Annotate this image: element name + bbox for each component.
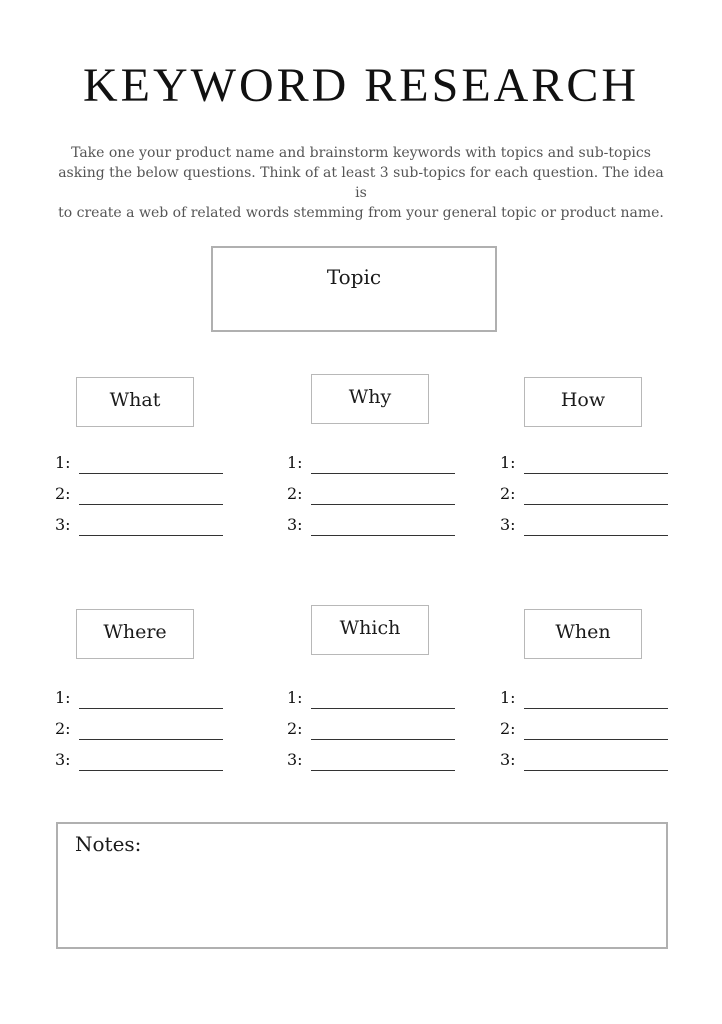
line-number: 3: bbox=[500, 750, 516, 769]
line-number: 1: bbox=[55, 688, 71, 707]
answer-row[interactable] bbox=[55, 718, 225, 740]
topic-label: Topic bbox=[326, 265, 382, 289]
line-number: 1: bbox=[55, 453, 71, 472]
answer-line[interactable] bbox=[79, 503, 223, 505]
line-number: 1: bbox=[500, 453, 516, 472]
answer-line[interactable] bbox=[311, 503, 455, 505]
answer-row[interactable] bbox=[55, 687, 225, 709]
answer-row[interactable] bbox=[287, 483, 457, 505]
question-box-why[interactable] bbox=[311, 374, 429, 424]
answer-row[interactable] bbox=[500, 687, 670, 709]
question-box-when[interactable] bbox=[524, 609, 642, 659]
answer-line[interactable] bbox=[524, 769, 668, 771]
answer-row[interactable] bbox=[287, 718, 457, 740]
question-label: When bbox=[555, 621, 611, 643]
answer-line[interactable] bbox=[311, 534, 455, 536]
answer-row[interactable] bbox=[287, 514, 457, 536]
answer-line[interactable] bbox=[311, 472, 455, 474]
question-label: Why bbox=[348, 386, 392, 408]
answer-row[interactable] bbox=[55, 514, 225, 536]
notes-box[interactable] bbox=[56, 822, 668, 949]
line-number: 1: bbox=[500, 688, 516, 707]
answer-row[interactable] bbox=[55, 483, 225, 505]
line-number: 1: bbox=[287, 453, 303, 472]
answer-row[interactable] bbox=[55, 452, 225, 474]
line-number: 3: bbox=[500, 515, 516, 534]
answer-row[interactable] bbox=[55, 749, 225, 771]
answer-line[interactable] bbox=[79, 769, 223, 771]
answer-line[interactable] bbox=[524, 738, 668, 740]
page-title: KEYWORD RESEARCH bbox=[82, 59, 639, 112]
instructions-line: Take one your product name and brainstorm keywords with topics and sub-topics bbox=[71, 145, 651, 161]
question-label: Where bbox=[103, 621, 167, 643]
answer-line[interactable] bbox=[79, 472, 223, 474]
question-box-how[interactable] bbox=[524, 377, 642, 427]
instructions-line: to create a web of related words stemming from your general topic or product name. bbox=[58, 205, 664, 221]
answer-row[interactable] bbox=[500, 718, 670, 740]
answer-line[interactable] bbox=[311, 769, 455, 771]
line-number: 2: bbox=[500, 484, 516, 503]
line-number: 2: bbox=[500, 719, 516, 738]
answer-line[interactable] bbox=[524, 534, 668, 536]
answer-row[interactable] bbox=[500, 749, 670, 771]
question-box-where[interactable] bbox=[76, 609, 194, 659]
answer-row[interactable] bbox=[500, 514, 670, 536]
answer-row[interactable] bbox=[287, 452, 457, 474]
instructions bbox=[52, 143, 670, 223]
question-label: How bbox=[560, 389, 606, 411]
answer-line[interactable] bbox=[524, 503, 668, 505]
line-number: 3: bbox=[287, 750, 303, 769]
answer-line[interactable] bbox=[79, 738, 223, 740]
answer-line[interactable] bbox=[524, 707, 668, 709]
answer-line[interactable] bbox=[524, 472, 668, 474]
question-label: Which bbox=[339, 617, 401, 639]
line-number: 3: bbox=[55, 515, 71, 534]
line-number: 2: bbox=[287, 719, 303, 738]
line-number: 1: bbox=[287, 688, 303, 707]
instructions-line: asking the below questions. Think of at least 3 sub-topics for each question. The idea is bbox=[58, 165, 664, 201]
answer-row[interactable] bbox=[500, 452, 670, 474]
answer-line[interactable] bbox=[311, 707, 455, 709]
question-box-which[interactable] bbox=[311, 605, 429, 655]
question-label: What bbox=[109, 389, 161, 411]
line-number: 2: bbox=[55, 719, 71, 738]
line-number: 2: bbox=[287, 484, 303, 503]
line-number: 2: bbox=[55, 484, 71, 503]
line-number: 3: bbox=[287, 515, 303, 534]
answer-line[interactable] bbox=[79, 534, 223, 536]
answer-row[interactable] bbox=[500, 483, 670, 505]
answer-line[interactable] bbox=[311, 738, 455, 740]
answer-row[interactable] bbox=[287, 687, 457, 709]
answer-row[interactable] bbox=[287, 749, 457, 771]
line-number: 3: bbox=[55, 750, 71, 769]
notes-label: Notes: bbox=[75, 832, 142, 856]
topic-box[interactable] bbox=[211, 246, 497, 332]
question-box-what[interactable] bbox=[76, 377, 194, 427]
answer-line[interactable] bbox=[79, 707, 223, 709]
